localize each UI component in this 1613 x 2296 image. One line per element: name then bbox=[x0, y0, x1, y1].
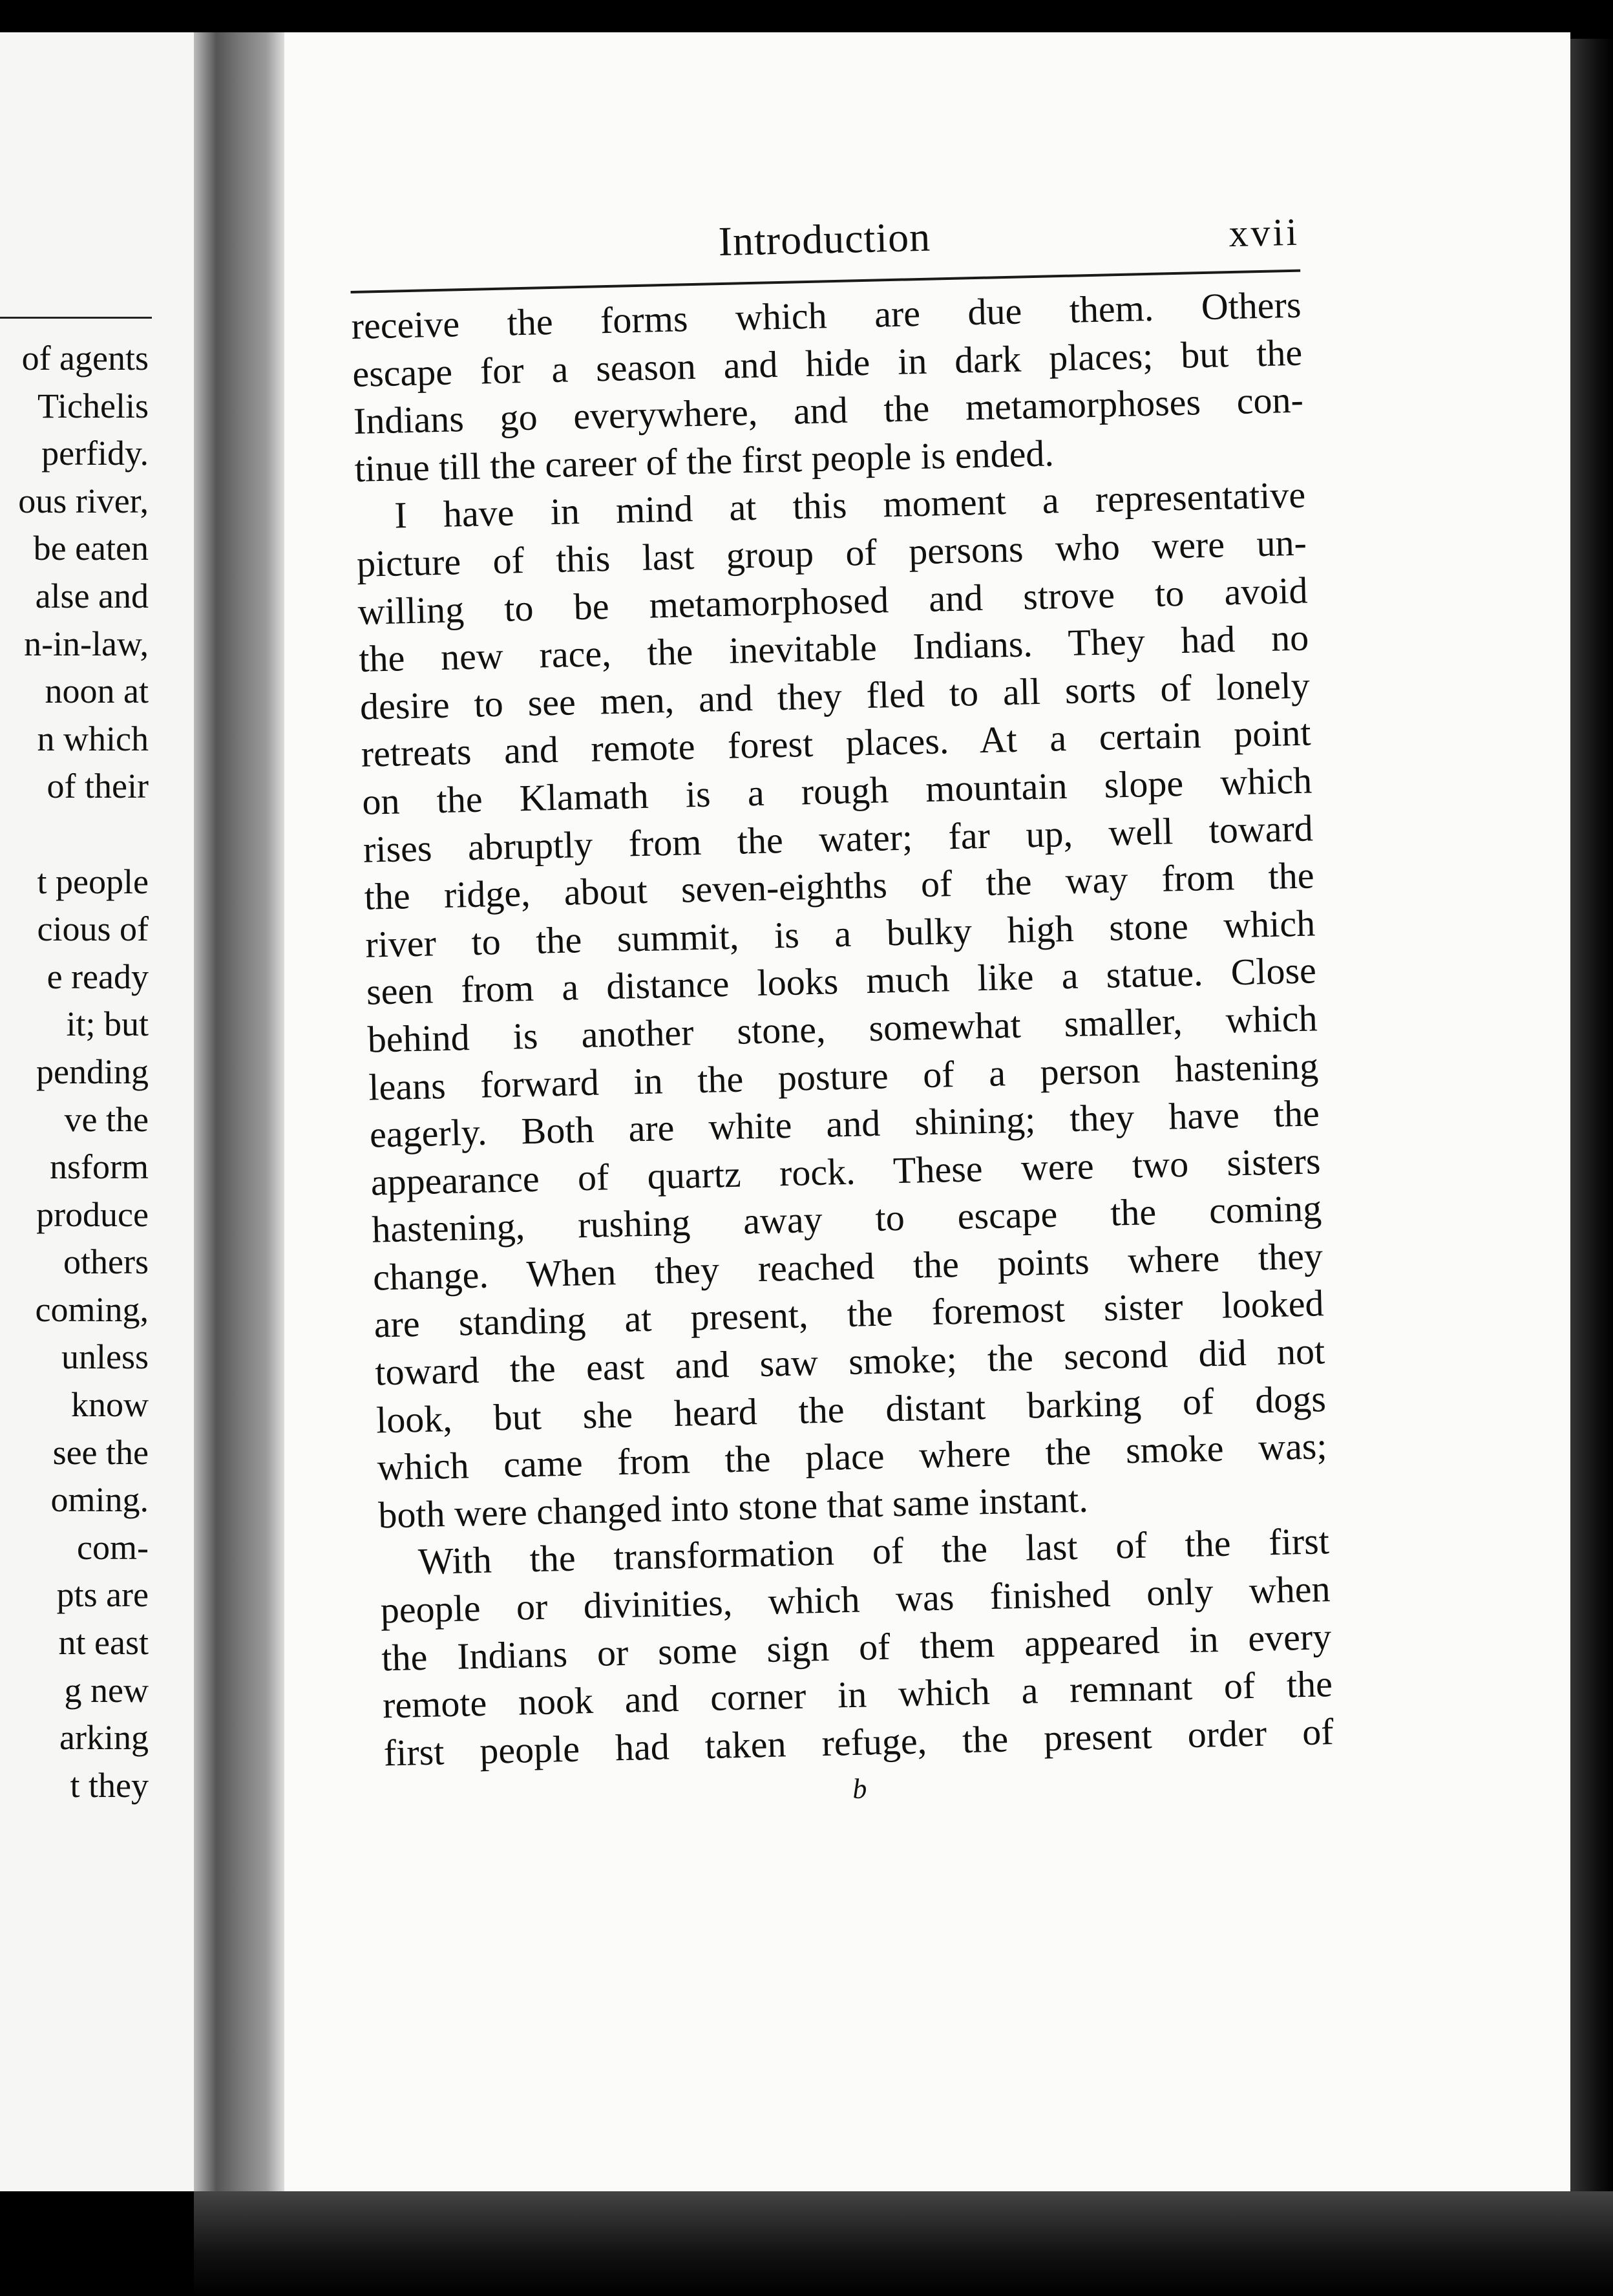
left-page-line: coming, bbox=[35, 1290, 149, 1329]
left-page-line: ve the bbox=[64, 1100, 149, 1139]
left-page-rule bbox=[0, 317, 152, 319]
page-number: xvii bbox=[1228, 210, 1300, 255]
left-page-line: know bbox=[71, 1385, 149, 1425]
text-line: desire to see men, and they fled to all sorts of lonely bbox=[359, 664, 1311, 728]
left-page-line: pts are bbox=[56, 1575, 149, 1615]
left-page-line: t people bbox=[37, 862, 149, 901]
text-line: behind is another stone, somewhat smaller, which bbox=[367, 997, 1318, 1061]
text-line: on the Klamath is a rough mountain slope which bbox=[361, 759, 1313, 823]
text-line: escape for a season and hide in dark places; but the bbox=[352, 331, 1303, 395]
paragraph bbox=[351, 281, 1305, 493]
left-page bbox=[0, 32, 194, 2191]
left-page-line: be eaten bbox=[33, 529, 149, 568]
left-page-line: see the bbox=[52, 1432, 149, 1472]
text-line: both were changed into stone that same instant. bbox=[377, 1478, 1089, 1536]
text-line: the new race, the inevitable Indians. They had no bbox=[358, 616, 1309, 680]
text-line: first people had taken refuge, the present order of bbox=[383, 1710, 1334, 1774]
left-page-line: nt east bbox=[58, 1623, 149, 1663]
paragraph bbox=[379, 1518, 1334, 1777]
text-line: seen from a distance looks much like a statue. Close bbox=[366, 949, 1317, 1013]
page-content bbox=[349, 198, 1335, 1816]
left-page-line: others bbox=[63, 1242, 149, 1282]
text-line: Indians go everywhere, and the metamorphoses con- bbox=[353, 378, 1304, 443]
text-line: remote nook and corner in which a remnant of the bbox=[382, 1663, 1333, 1727]
text-line: hastening, rushing away to escape the coming bbox=[371, 1187, 1322, 1251]
text-line: tinue till the career of the first people is ended. bbox=[354, 432, 1055, 490]
left-page-line: n which bbox=[37, 719, 149, 758]
left-page-line: unless bbox=[61, 1337, 149, 1377]
left-page-line: of agents bbox=[21, 339, 149, 377]
left-page-line: perfidy. bbox=[41, 434, 149, 473]
left-page-line: produce bbox=[36, 1195, 149, 1234]
text-line: are standing at present, the foremost sister looked bbox=[374, 1282, 1325, 1346]
text-line: receive the forms which are due them. Others bbox=[350, 283, 1302, 347]
text-line: eagerly. Both are white and shining; they have the bbox=[369, 1092, 1320, 1156]
left-page-line: g new bbox=[64, 1670, 149, 1710]
left-page-text bbox=[0, 335, 149, 1809]
paragraph bbox=[355, 471, 1329, 1539]
left-page-line bbox=[0, 811, 149, 858]
page-edge-shadow bbox=[1570, 39, 1613, 2282]
left-page-line: alse and bbox=[35, 576, 149, 615]
text-line: the Indians or some sign of them appeared in every bbox=[381, 1615, 1332, 1679]
text-line: I have in mind at this moment a representative bbox=[394, 473, 1306, 537]
left-page-line: arking bbox=[59, 1718, 149, 1758]
left-page-line: pending bbox=[36, 1052, 149, 1091]
text-line: river to the summit, is a bulky high stone which bbox=[364, 902, 1316, 966]
text-line: appearance of quartz rock. These were two sisters bbox=[370, 1139, 1322, 1204]
left-page-line: noon at bbox=[45, 672, 149, 711]
text-line: willing to be metamorphosed and strove to avoid bbox=[357, 569, 1309, 633]
left-page-line: e ready bbox=[47, 957, 149, 996]
left-page-line: cious of bbox=[37, 909, 149, 949]
left-page-line: t they bbox=[70, 1765, 149, 1805]
left-page-line: it; but bbox=[66, 1004, 149, 1044]
left-page-line: Tichelis bbox=[37, 386, 149, 425]
text-line: picture of this last group of persons who were un- bbox=[356, 521, 1307, 585]
left-page-line: nsform bbox=[50, 1147, 149, 1187]
text-line: toward the east and saw smoke; the second did not bbox=[374, 1330, 1325, 1394]
text-line: retreats and remote forest places. At a certain point bbox=[361, 711, 1312, 776]
text-line: leans forward in the posture of a person hastening bbox=[368, 1044, 1319, 1109]
bottom-shadow bbox=[194, 2191, 1613, 2296]
text-line: the ridge, about seven-eighths of the way from the bbox=[364, 854, 1315, 918]
left-page-line: oming. bbox=[50, 1480, 149, 1520]
text-line: people or divinities, which was finished only when bbox=[380, 1568, 1331, 1632]
left-page-line: com- bbox=[77, 1527, 149, 1567]
body-text bbox=[351, 281, 1334, 1777]
text-line: change. When they reached the points where they bbox=[372, 1235, 1323, 1299]
text-line: which came from the place where the smoke was; bbox=[377, 1425, 1328, 1489]
running-head-title: Introduction bbox=[717, 213, 931, 265]
left-page-line: n-in-law, bbox=[24, 624, 149, 663]
text-line: rises abruptly from the water; far up, well toward bbox=[363, 806, 1314, 871]
text-line: With the transformation of the last of the first bbox=[417, 1520, 1330, 1583]
left-page-line: of their bbox=[47, 767, 149, 806]
signature-mark: b bbox=[852, 1772, 867, 1805]
text-line: look, but she heard the distant barking of dogs bbox=[375, 1377, 1327, 1441]
left-page-line: ous river, bbox=[18, 481, 149, 520]
book-gutter bbox=[194, 32, 284, 2191]
